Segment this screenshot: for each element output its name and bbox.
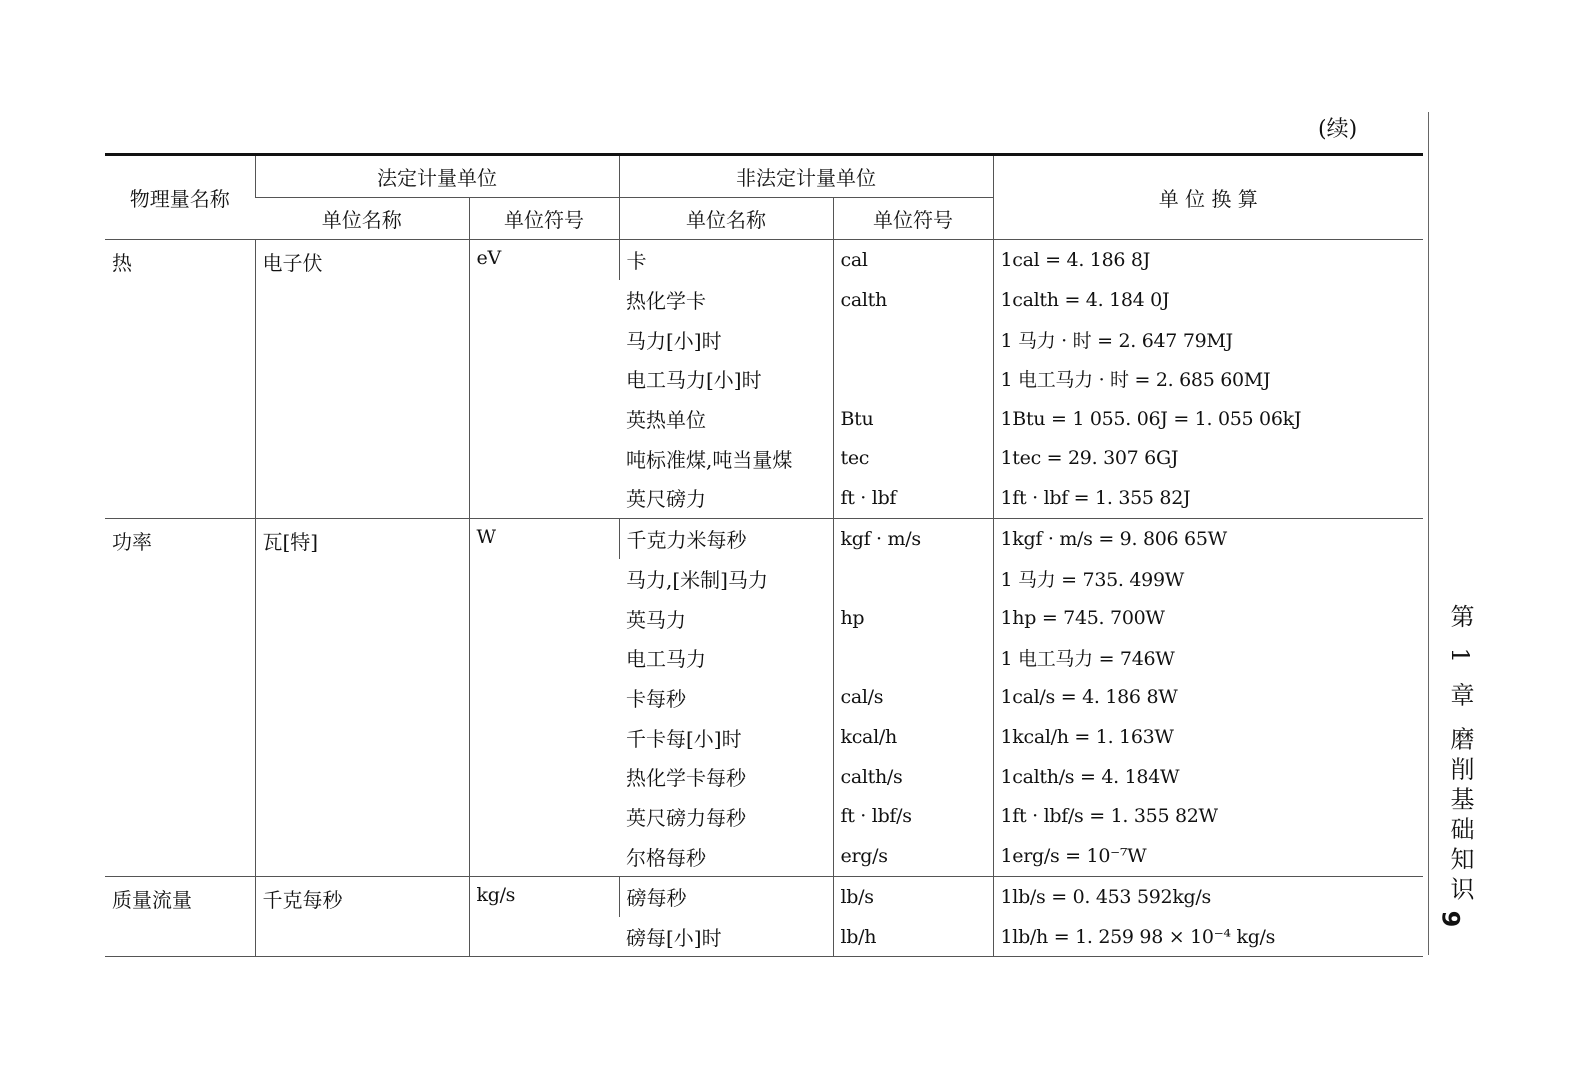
nonlegal-unit-name-cell: 磅每秒 — [619, 877, 833, 917]
nonlegal-unit-name-cell: 吨标准煤,吨当量煤 — [626, 447, 793, 472]
conversion-cell: 1lb/s = 0. 453 592kg/s — [993, 877, 1423, 917]
header-nonlegal-unit-symbol: 单位符号 — [833, 198, 993, 240]
legal-unit-symbol-cell: kg/s — [469, 877, 619, 957]
quantity-cell: 功率 — [105, 518, 255, 876]
nonlegal-unit-name-cell: 英马力 — [626, 607, 686, 632]
nonlegal-unit-name-cell: 英尺磅力 — [626, 487, 706, 512]
legal-unit-symbol-cell: W — [469, 518, 619, 876]
conversion-cell: 1ft · lbf/s = 1. 355 82W — [993, 797, 1423, 837]
conversion-cell: 1tec = 29. 307 6GJ — [993, 438, 1423, 478]
legal-unit-name-cell: 电子伏 — [255, 240, 469, 519]
nonlegal-unit-name-cell: 热化学卡 — [626, 289, 706, 314]
unit-conversion-table — [105, 153, 1423, 957]
quantity-cell: 热 — [105, 240, 255, 519]
nonlegal-unit-name-cell: 卡 — [619, 240, 833, 280]
nonlegal-unit-name-cell: 英热单位 — [626, 408, 706, 433]
table-row — [105, 240, 1423, 280]
nonlegal-unit-symbol-cell: lb/s — [833, 877, 993, 917]
continued-label: (续) — [1318, 117, 1358, 142]
nonlegal-unit-symbol-cell — [833, 638, 993, 678]
conversion-cell: 1 马力 = 735. 499W — [993, 559, 1423, 599]
nonlegal-unit-name-cell: 千卡每[小]时 — [626, 726, 742, 751]
conversion-cell: 1 电工马力 · 时 = 2. 685 60MJ — [993, 359, 1423, 399]
legal-unit-name-cell: 千克每秒 — [255, 877, 469, 957]
header-legal-unit-name: 单位名称 — [255, 198, 469, 240]
nonlegal-unit-symbol-cell: tec — [833, 438, 993, 478]
conversion-cell: 1calth = 4. 184 0J — [993, 280, 1423, 320]
nonlegal-unit-symbol-cell: cal/s — [833, 678, 993, 718]
nonlegal-unit-name-cell: 卡每秒 — [626, 686, 686, 711]
conversion-cell: 1hp = 745. 700W — [993, 598, 1423, 638]
header-conversion: 单 位 换 算 — [993, 155, 1423, 240]
legal-unit-symbol-cell: eV — [469, 240, 619, 519]
page-number: 9 — [1436, 910, 1465, 928]
conversion-cell: 1ft · lbf = 1. 355 82J — [993, 478, 1423, 518]
nonlegal-unit-name-cell: 磅每[小]时 — [626, 926, 722, 951]
chapter-title: 第 1 章 磨削基础知识 — [1446, 604, 1474, 907]
header-nonlegal-unit-name: 单位名称 — [619, 198, 833, 240]
nonlegal-unit-name-cell: 电工马力[小]时 — [626, 368, 762, 393]
nonlegal-unit-symbol-cell — [833, 559, 993, 599]
conversion-cell: 1cal = 4. 186 8J — [993, 240, 1423, 280]
conversion-cell: 1erg/s = 10⁻⁷W — [993, 836, 1423, 876]
nonlegal-unit-name-cell: 英尺磅力每秒 — [626, 805, 746, 830]
conversion-cell: 1cal/s = 4. 186 8W — [993, 678, 1423, 718]
nonlegal-unit-symbol-cell — [833, 359, 993, 399]
conversion-cell: 1 电工马力 = 746W — [993, 638, 1423, 678]
table-row — [105, 877, 1423, 917]
conversion-cell: 1kgf · m/s = 9. 806 65W — [993, 518, 1423, 558]
quantity-cell: 质量流量 — [105, 877, 255, 957]
nonlegal-unit-name-cell: 热化学卡每秒 — [626, 766, 746, 791]
nonlegal-unit-symbol-cell: calth — [833, 280, 993, 320]
nonlegal-unit-symbol-cell: kcal/h — [833, 717, 993, 757]
conversion-cell: 1kcal/h = 1. 163W — [993, 717, 1423, 757]
nonlegal-unit-symbol-cell: ft · lbf — [833, 478, 993, 518]
conversion-cell: 1lb/h = 1. 259 98 × 10⁻⁴ kg/s — [993, 917, 1423, 957]
conversion-cell: 1Btu = 1 055. 06J = 1. 055 06kJ — [993, 399, 1423, 439]
nonlegal-unit-name-cell: 千克力米每秒 — [619, 518, 833, 558]
table-row — [105, 518, 1423, 558]
nonlegal-unit-name-cell: 马力[小]时 — [626, 328, 722, 353]
header-legal-unit-symbol: 单位符号 — [469, 198, 619, 240]
nonlegal-unit-name-cell: 马力,[米制]马力 — [626, 567, 768, 592]
page-spine-rule — [1428, 112, 1429, 955]
nonlegal-unit-symbol-cell: cal — [833, 240, 993, 280]
nonlegal-unit-symbol-cell — [833, 319, 993, 359]
nonlegal-unit-symbol-cell: hp — [833, 598, 993, 638]
header-quantity: 物理量名称 — [105, 155, 255, 240]
nonlegal-unit-symbol-cell: lb/h — [833, 917, 993, 957]
header-nonlegal-units: 非法定计量单位 — [619, 155, 993, 198]
nonlegal-unit-symbol-cell: Btu — [833, 399, 993, 439]
conversion-cell: 1 马力 · 时 = 2. 647 79MJ — [993, 319, 1423, 359]
conversion-cell: 1calth/s = 4. 184W — [993, 757, 1423, 797]
nonlegal-unit-name-cell: 电工马力 — [626, 647, 706, 672]
nonlegal-unit-symbol-cell: erg/s — [833, 836, 993, 876]
header-legal-units: 法定计量单位 — [255, 155, 619, 198]
nonlegal-unit-symbol-cell: kgf · m/s — [833, 518, 993, 558]
nonlegal-unit-symbol-cell: ft · lbf/s — [833, 797, 993, 837]
nonlegal-unit-name-cell: 尔格每秒 — [626, 845, 706, 870]
legal-unit-name-cell: 瓦[特] — [255, 518, 469, 876]
nonlegal-unit-symbol-cell: calth/s — [833, 757, 993, 797]
